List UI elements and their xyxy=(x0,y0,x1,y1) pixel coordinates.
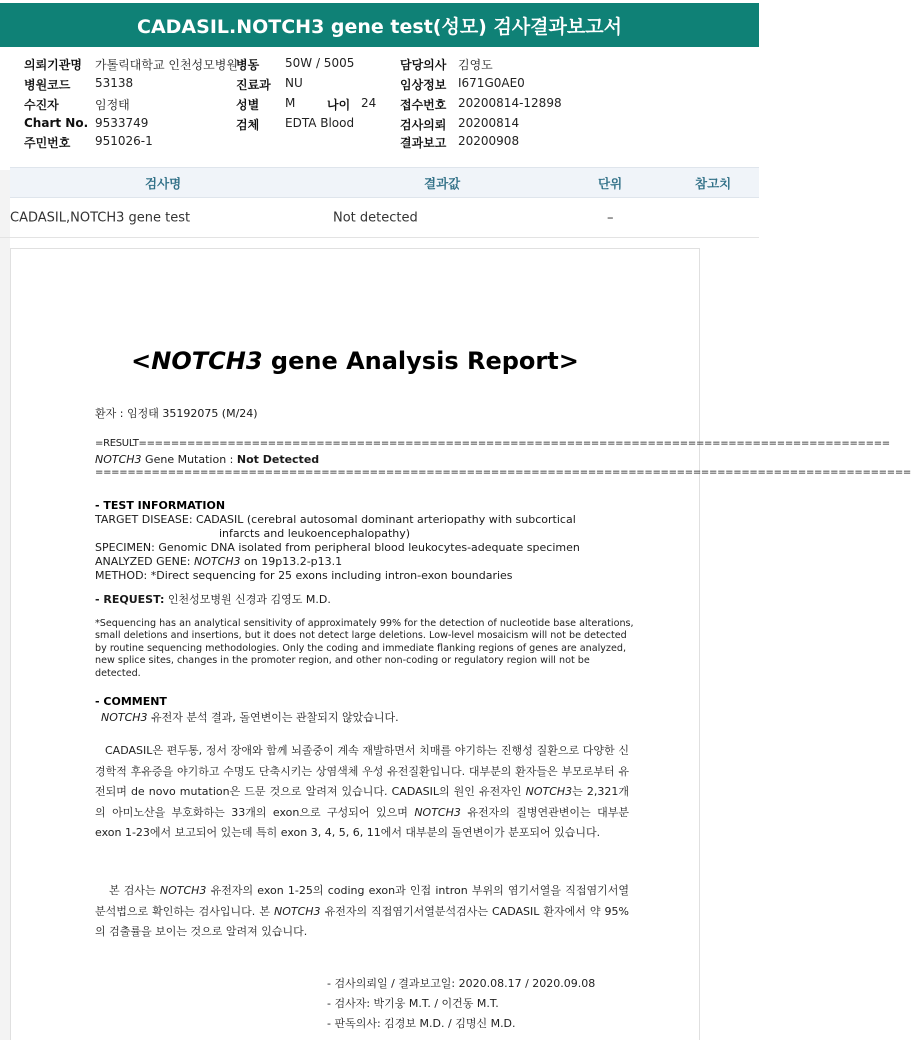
doctor-label: 담당의사 xyxy=(400,58,447,72)
left-gutter xyxy=(0,170,10,1040)
dates-line: - 검사의뢰일 / 결과보고일: 2020.08.17 / 2020.09.08 xyxy=(327,977,596,990)
request-line: - REQUEST: 인천성모병원 신경과 김영도 M.D. xyxy=(95,593,331,606)
dept-value: NU xyxy=(285,76,303,90)
specimen-line: SPECIMEN: Genomic DNA isolated from peripheral blood leukocytes-adequate specimen xyxy=(95,541,580,554)
analysis-report-title: <NOTCH3 gene Analysis Report> xyxy=(131,347,579,375)
patient-info-panel xyxy=(0,53,759,153)
test-description: 본 검사는 NOTCH3 유전자의 exon 1-25의 coding exon과 인접 intron 부위의 염기서열을 직접염기서열분석법으로 확인하는 검사입니다. 본 NOTCH3 유전자의 직접염기서열분석검사는 CADASIL 환자에서 약 95%의 검출률을 보이는 것으로 알려져 있습니다. xyxy=(95,884,630,938)
report-title: CADASIL.NOTCH3 gene test(성모) 검사결과보고서 xyxy=(137,15,622,38)
column-test-name[interactable]: 검사명 xyxy=(145,175,182,191)
age-value: 24 xyxy=(361,96,377,110)
hospital-code-label: 병원코드 xyxy=(24,78,71,92)
doctor-value: 김영도 xyxy=(458,58,493,72)
row-test-name: CADASIL,NOTCH3 gene test xyxy=(10,210,191,225)
target-disease-line: TARGET DISEASE: CADASIL (cerebral autosomal dominant arteriopathy with subcortical xyxy=(95,513,576,526)
institution-value: 가톨릭대학교 인천성모병원 xyxy=(95,58,238,72)
row-result: Not detected xyxy=(333,210,418,225)
column-unit[interactable]: 단위 xyxy=(598,175,623,191)
result-separator-end: ===================================================================================================== xyxy=(95,467,911,478)
specimen-label: 검체 xyxy=(236,118,260,132)
chart-no-value: 9533749 xyxy=(95,116,149,130)
row-unit: – xyxy=(607,210,614,225)
test-info-heading: - TEST INFORMATION xyxy=(95,499,226,512)
pathologist-line: - 판독의사: 김경보 M.D. / 김명신 M.D. xyxy=(327,1017,516,1030)
report-date-value: 20200908 xyxy=(458,134,520,148)
sex-value: M xyxy=(285,96,296,110)
mutation-line: NOTCH3 Gene Mutation : Not Detected xyxy=(95,453,320,466)
specimen-value: EDTA Blood xyxy=(285,116,355,130)
ward-label: 병동 xyxy=(236,58,260,72)
patient-value: 임정태 xyxy=(95,98,130,112)
institution-label: 의뢰기관명 xyxy=(24,58,82,72)
comment-line: NOTCH3 유전자 분석 결과, 돌연변이는 관찰되지 않았습니다. xyxy=(101,711,399,724)
sex-label: 성별 xyxy=(236,98,260,112)
method-line: METHOD: *Direct sequencing for 25 exons including intron-exon boundaries xyxy=(95,569,513,582)
receipt-label: 접수번호 xyxy=(400,98,447,112)
age-label: 나이 xyxy=(327,98,351,112)
patient-line: 환자 : 임정태 35192075 (M/24) xyxy=(95,407,258,420)
report-date-label: 결과보고 xyxy=(400,136,447,150)
result-separator: =RESULT============================================================================================= xyxy=(95,438,890,449)
hospital-code-value: 53138 xyxy=(95,76,134,90)
receipt-value: 20200814-12898 xyxy=(458,96,562,110)
report-title-bar xyxy=(0,3,759,47)
request-date-label: 검사의뢰 xyxy=(400,118,447,132)
analyzed-gene-line: ANALYZED GENE: NOTCH3 on 19p13.2-p13.1 xyxy=(95,555,343,568)
chart-no-label: Chart No. xyxy=(24,116,89,130)
column-reference[interactable]: 참고치 xyxy=(695,175,732,191)
request-date-value: 20200814 xyxy=(458,116,520,130)
table-row[interactable] xyxy=(0,198,759,238)
technician-line: - 검사자: 박기웅 M.T. / 이건동 M.T. xyxy=(327,997,499,1010)
sequencing-disclaimer: *Sequencing has an analytical sensitivity of approximately 99% for the detection of nucleotide base alterations, small deletions and insertions, but it does not detect large deletions. Low-level mosaicism will not be detected by routine sequencing methodologies. Only the coding and immediate flanking regions of genes are analyzed, new splice sites, changes in the promoter region, and other non-coding or regulatory region will not be detected. xyxy=(95,618,634,679)
target-disease-cont: infarcts and leukoencephalopathy) xyxy=(219,527,411,540)
clinical-info-value: I671G0AE0 xyxy=(458,76,525,90)
report-document xyxy=(10,248,911,1040)
result-grid-header xyxy=(10,167,759,198)
patient-label: 수진자 xyxy=(24,98,59,112)
cadasil-description: CADASIL은 편두통, 정서 장애와 함께 뇌졸중이 계속 재발하면서 치매를 야기하는 진행성 질환으로 다양한 신경학적 후유증을 야기하고 수명도 단축시키는 상염색체 우성 유전질환입니다. 대부분의 환자들은 부모로부터 유전되며 de novo mutation은 드문 것으로 알려져 있습니다. CADASIL의 원인 유전자인 NOTCH3는 2,321개의 아미노산을 부호화하는 33개의 exon으로 구성되어 있으며 NOTCH3 유전자의 질병연관변이는 대부분 exon 1-23에서 보고되어 있는데 특히 exon 3, 4, 5, 6, 11에서 대부분의 돌연변이가 분포되어 있습니다. xyxy=(95,744,629,839)
clinical-info-label: 임상정보 xyxy=(400,78,447,92)
resident-id-value: 951026-1 xyxy=(95,134,153,148)
resident-id-label: 주민번호 xyxy=(24,136,71,150)
ward-value: 50W / 5005 xyxy=(285,56,355,70)
column-result[interactable]: 결과값 xyxy=(424,175,461,191)
dept-label: 진료과 xyxy=(236,78,271,92)
comment-heading: - COMMENT xyxy=(95,695,167,708)
